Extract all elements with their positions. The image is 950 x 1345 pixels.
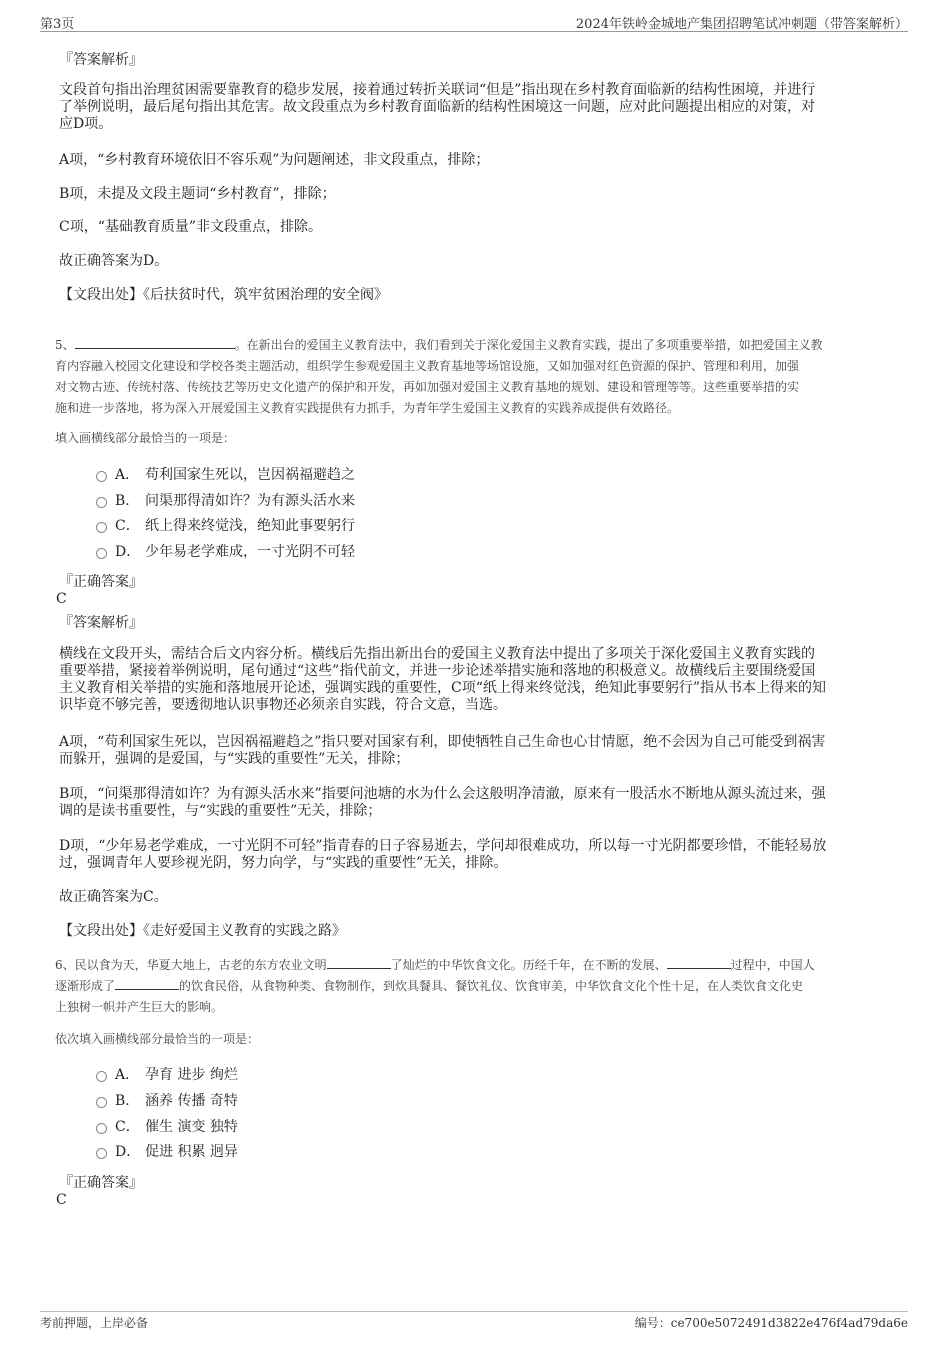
q5-option-b[interactable] xyxy=(96,492,355,510)
stem-text: 过程中，中国人 xyxy=(730,958,815,972)
radio-icon[interactable] xyxy=(96,1097,107,1108)
text-line xyxy=(55,335,905,356)
footer-divider xyxy=(40,1311,908,1312)
question-number: 5、 xyxy=(55,338,75,352)
option-letter: C． xyxy=(115,518,140,534)
q6-answer-label: 『正确答案』 xyxy=(59,1175,143,1191)
q6-answer: C xyxy=(56,1192,67,1208)
stem-text: 。在新出台的爱国主义教育法中，我们看到关于深化爱国主义教育实践，提出了多项重要举措，如把爱国主义教 xyxy=(234,338,823,352)
option-text: 催生 演变 独特 xyxy=(145,1119,238,1135)
fill-blank xyxy=(327,956,391,969)
q4-conclusion: 故正确答案为D。 xyxy=(59,253,169,269)
fill-blank xyxy=(115,977,179,990)
q5-analysis-a xyxy=(59,734,899,768)
stem-text: 了灿烂的中华饮食文化。历经千年，在不断的发展、 xyxy=(390,958,667,972)
q5-analysis-d xyxy=(59,838,899,872)
option-letter: A． xyxy=(115,467,140,483)
option-letter: C． xyxy=(115,1119,140,1135)
text-line: 识毕竟不够完善，要透彻地认识事物还必须亲自实践，符合文意，当选。 xyxy=(59,697,507,713)
q4-analysis-paragraph xyxy=(59,82,899,133)
page-header xyxy=(40,13,908,31)
q6-option-c[interactable] xyxy=(96,1118,238,1136)
page-number: 第3页 xyxy=(40,17,75,32)
q6-option-d[interactable] xyxy=(96,1143,238,1161)
q5-answer: C xyxy=(56,591,67,607)
q5-answer-label: 『正确答案』 xyxy=(59,574,143,590)
q5-option-a[interactable] xyxy=(96,466,355,484)
option-text: 问渠那得清如许？为有源头活水来 xyxy=(145,493,355,509)
option-letter: A． xyxy=(115,1067,140,1083)
text-line: 调的是读书重要性，与“实践的重要性”无关，排除； xyxy=(59,803,382,819)
question-number: 6、 xyxy=(55,958,75,972)
document-title: 2024年铁岭金城地产集团招聘笔试冲刺题（带答案解析） xyxy=(575,17,908,32)
option-letter: B． xyxy=(115,1093,140,1109)
fill-blank xyxy=(75,336,235,349)
text-line: 施和进一步落地，将为深入开展爱国主义教育实践提供有力抓手，为青年学生爱国主义教育的实践养成提供有效路径。 xyxy=(55,401,680,415)
q5-stem xyxy=(55,335,905,419)
q4-analysis-c: C项，“基础教育质量”非文段重点，排除。 xyxy=(59,219,323,235)
fill-blank xyxy=(667,956,731,969)
q5-instruction: 填入画横线部分最恰当的一项是： xyxy=(55,431,236,445)
option-text: 孕育 进步 绚烂 xyxy=(145,1067,238,1083)
header-divider xyxy=(40,31,908,32)
option-letter: B． xyxy=(115,493,140,509)
text-line: B项，“问渠那得清如许？为有源头活水来”指要问池塘的水为什么会这般明净清澈，原来有一股活水不断地从源头流过来，强 xyxy=(59,786,826,802)
text-line: A项，“苟利国家生死以，岂因祸福避趋之”指只要对国家有利，即使牺牲自己生命也心甘情愿，绝不会因为自己可能受到祸害 xyxy=(59,734,826,750)
q5-option-c[interactable] xyxy=(96,517,355,535)
radio-icon[interactable] xyxy=(96,548,107,559)
document-id: 编号：ce700e5072491d3822e476f4ad79da6e xyxy=(634,1316,908,1330)
text-line: 而躲开，强调的是爱国，与“实践的重要性”无关，排除； xyxy=(59,751,410,767)
q5-source: 【文段出处】《走好爱国主义教育的实践之路》 xyxy=(59,923,346,939)
text-line: 应D项。 xyxy=(59,116,113,132)
text-line: 上独树一帜并产生巨大的影响。 xyxy=(55,1000,224,1014)
stem-text: 的饮食民俗，从食物种类、食物制作，到炊具餐具、餐饮礼仪、饮食审美，中华饮食文化个性十足，在人类饮食文化史 xyxy=(179,979,804,993)
text-line: 对文物古迹、传统村落、传统技艺等历史文化遗产的保护和开发，再如加强对爱国主义教育基地的规划、建设和管理等等。这些重要举措的实 xyxy=(55,380,800,394)
text-line: 主义教育相关举措的实施和落地展开论述，强调实践的重要性，C项“纸上得来终觉浅，绝知此事要躬行”指从书本上得来的知 xyxy=(59,680,827,696)
text-line xyxy=(55,976,905,997)
radio-icon[interactable] xyxy=(96,1123,107,1134)
text-line xyxy=(55,955,905,976)
radio-icon[interactable] xyxy=(96,522,107,533)
q6-option-b[interactable] xyxy=(96,1092,238,1110)
radio-icon[interactable] xyxy=(96,497,107,508)
q4-analysis-b: B项，未提及文段主题词“乡村教育”，排除； xyxy=(59,186,336,202)
text-line: 了举例说明，最后尾句指出其危害。故文段重点为乡村教育面临新的结构性困境这一问题，应对此问题提出相应的对策，对 xyxy=(59,99,815,115)
q5-analysis-paragraph xyxy=(59,646,899,714)
q5-analysis-label: 『答案解析』 xyxy=(59,615,143,631)
option-text: 涵养 传播 奇特 xyxy=(145,1093,238,1109)
q5-conclusion: 故正确答案为C。 xyxy=(59,889,168,905)
q5-analysis-b xyxy=(59,786,899,820)
q4-source: 【文段出处】《后扶贫时代，筑牢贫困治理的安全阀》 xyxy=(59,287,388,303)
radio-icon[interactable] xyxy=(96,471,107,482)
text-line: 过，强调青年人要珍视光阴，努力向学，与“实践的重要性”无关，排除。 xyxy=(59,855,508,871)
text-line: 育内容融入校园文化建设和学校各类主题活动，组织学生参观爱国主义教育基地等场馆设施，又如加强对红色资源的保护、管理和利用，加强 xyxy=(55,359,800,373)
option-letter: D． xyxy=(115,1144,141,1160)
option-text: 促进 积累 迥异 xyxy=(145,1144,238,1160)
option-text: 苟利国家生死以，岂因祸福避趋之 xyxy=(145,467,355,483)
q4-analysis-label: 『答案解析』 xyxy=(59,52,143,68)
stem-text: 逐渐形成了 xyxy=(55,979,116,993)
option-text: 纸上得来终觉浅，绝知此事要躬行 xyxy=(145,518,355,534)
text-line: 重要举措，紧接着举例说明，尾句通过“这些”指代前文，并进一步论述举措实施和落地的积极意义。故横线后主要围绕爱国 xyxy=(59,663,816,679)
stem-text: 民以食为天，华夏大地上，古老的东方农业文明 xyxy=(74,958,327,972)
q6-instruction: 依次填入画横线部分最恰当的一项是： xyxy=(55,1032,260,1046)
option-letter: D． xyxy=(115,544,141,560)
text-line: 横线在文段开头，需结合后文内容分析。横线后先指出新出台的爱国主义教育法中提出了多项关于深化爱国主义教育实践的 xyxy=(59,646,815,662)
q4-analysis-a: A项，“乡村教育环境依旧不容乐观”为问题阐述，非文段重点，排除； xyxy=(59,152,490,168)
q5-option-d[interactable] xyxy=(96,543,355,561)
footer-slogan: 考前押题，上岸必备 xyxy=(40,1316,149,1330)
q6-stem xyxy=(55,955,905,1018)
text-line: D项，“少年易老学难成，一寸光阴不可轻”指青春的日子容易逝去，学问却很难成功，所以每一寸光阴都要珍惜，不能轻易放 xyxy=(59,838,827,854)
radio-icon[interactable] xyxy=(96,1148,107,1159)
q6-option-a[interactable] xyxy=(96,1066,238,1084)
option-text: 少年易老学难成，一寸光阴不可轻 xyxy=(145,544,355,560)
radio-icon[interactable] xyxy=(96,1071,107,1082)
text-line: 文段首句指出治理贫困需要靠教育的稳步发展，接着通过转折关联词“但是”指出现在乡村教育面临新的结构性困境，并进行 xyxy=(59,82,816,98)
